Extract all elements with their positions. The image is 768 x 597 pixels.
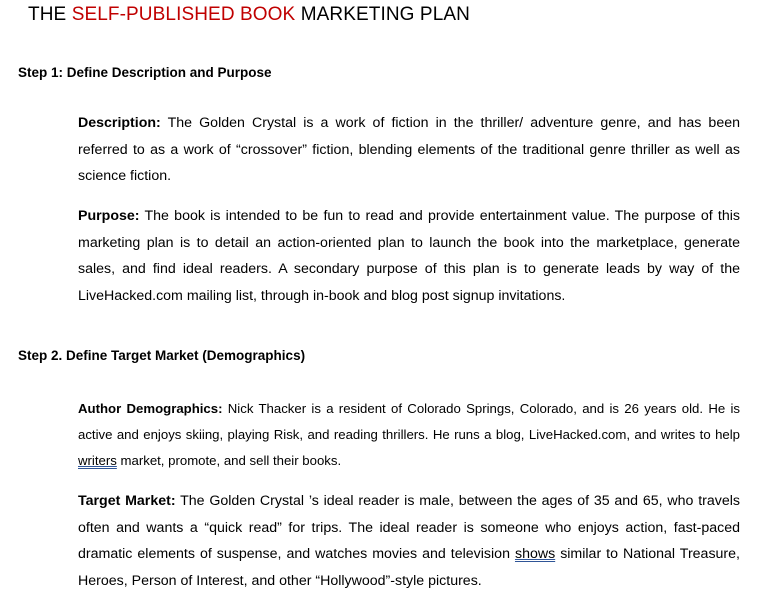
description-paragraph — [78, 110, 740, 190]
target-market-paragraph — [78, 488, 740, 594]
document-title — [28, 4, 470, 26]
author-demographics-label: Author Demographics: — [78, 401, 223, 416]
purpose-text: The book is intended to be fun to read and provide entertainment value. The purpose of this marketing plan is to detail an action-oriented plan to launch the book into the marketplace, generate sales, and find ideal readers. A secondary purpose of this plan is to generate leads by way of the LiveHacked.com mailing list, through in-book and blog post signup invitations. — [78, 208, 740, 304]
title-prefix: THE — [28, 4, 72, 25]
author-demographics-paragraph — [78, 396, 740, 474]
purpose-paragraph — [78, 203, 740, 309]
purpose-label: Purpose: — [78, 208, 140, 224]
target-market-text: The Golden Crystal ’s ideal reader is male, between the ages of 35 and 65, who travels often and wants a “quick read” for trips. The ideal reader is someone who enjoys action, fast-paced dramatic elements of suspense, and watches movies and television — [78, 493, 740, 562]
author-demographics-text: Nick Thacker is a resident of Colorado Springs, Colorado, and is 26 years old. He is active and enjoys skiing, playing Risk, and reading thrillers. He runs a blog, LiveHacked.com, and writes to help — [78, 401, 740, 442]
grammar-flagged-word[interactable]: shows — [514, 546, 556, 562]
step-2-heading: Step 2. Define Target Market (Demographics) — [18, 348, 306, 363]
title-highlight: SELF-PUBLISHED BOOK — [71, 4, 296, 25]
author-demographics-text-end: market, promote, and sell their books. — [116, 453, 342, 468]
title-suffix: MARKETING PLAN — [295, 4, 470, 25]
step-1-heading: Step 1: Define Description and Purpose — [18, 65, 272, 80]
grammar-flagged-word[interactable]: writers — [78, 453, 117, 468]
target-market-text-end: similar to National Treasure, Heroes, Person of Interest, and other “Hollywood”-style pictures. — [78, 546, 740, 589]
target-market-label: Target Market: — [78, 493, 176, 509]
description-text: The Golden Crystal is a work of fiction in the thriller/ adventure genre, and has been referred to as a work of “crossover” fiction, blending elements of the traditional genre thriller as well as science fiction. — [78, 115, 740, 184]
description-label: Description: — [78, 115, 161, 131]
